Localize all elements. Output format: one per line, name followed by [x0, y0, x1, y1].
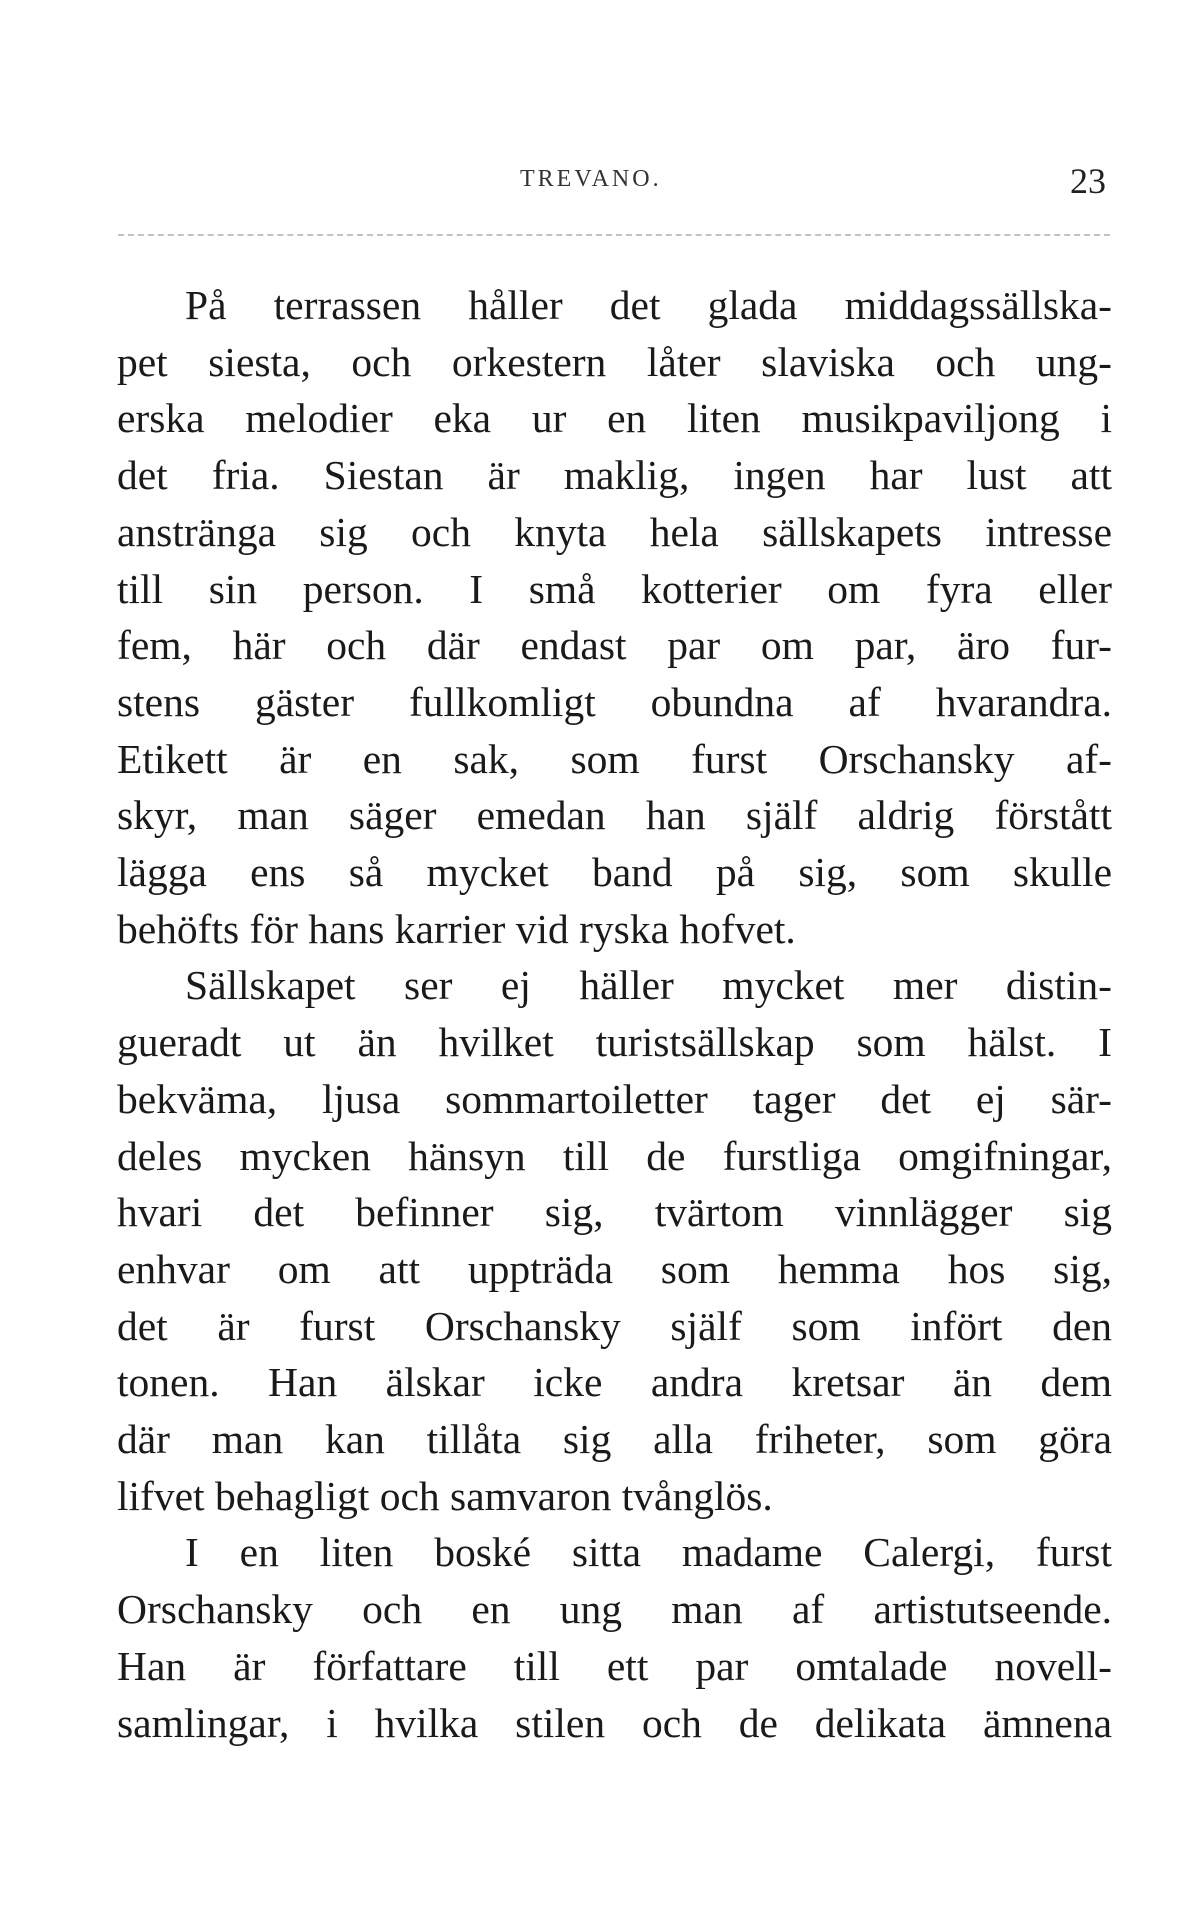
text-line: Sällskapet ser ej häller mycket mer distin- [185, 962, 1112, 1009]
text-line: det är furst Orschansky själf som infört den [117, 1302, 1112, 1349]
text-line: det fria. Siestan är maklig, ingen har lust att [117, 452, 1112, 499]
header-rule [118, 234, 1110, 236]
text-line: behöfts för hans karrier vid ryska hofvet. [117, 905, 796, 952]
text-line: där man kan tillåta sig alla friheter, som göra [117, 1416, 1112, 1463]
text-line: erska melodier eka ur en liten musikpaviljong i [117, 395, 1112, 442]
text-line: pet siesta, och orkestern låter slaviska och ung- [117, 338, 1112, 385]
text-line: enhvar om att uppträda som hemma hos sig, [117, 1245, 1112, 1292]
text-line: fem, här och där endast par om par, äro fur- [117, 622, 1112, 669]
text-line: Etikett är en sak, som furst Orschansky af- [117, 735, 1112, 782]
text-line: gueradt ut än hvilket turistsällskap som hälst. I [117, 1019, 1112, 1066]
text-line: skyr, man säger emedan han själf aldrig förstått [117, 792, 1112, 839]
text-line: lägga ens så mycket band på sig, som skulle [117, 849, 1112, 896]
text-line: Han är författare till ett par omtalade novell- [117, 1642, 1112, 1689]
text-line: tonen. Han älskar icke andra kretsar än dem [117, 1359, 1112, 1406]
text-line: anstränga sig och knyta hela sällskapets intresse [117, 508, 1112, 555]
text-line: lifvet behagligt och samvaron tvånglös. [117, 1472, 773, 1519]
text-line: bekväma, ljusa sommartoiletter tager det ej sär- [117, 1075, 1112, 1122]
text-line: På terrassen håller det glada middagssällska- [185, 282, 1112, 328]
text-line: I en liten boské sitta madame Calergi, furst [185, 1529, 1112, 1576]
text-line: samlingar, i hvilka stilen och de delikata ämnena [117, 1699, 1112, 1746]
running-title: TREVANO. [520, 166, 662, 192]
text-line: hvari det befinner sig, tvärtom vinnlägger sig [117, 1189, 1112, 1236]
text-line: till sin person. I små kotterier om fyra eller [117, 565, 1112, 612]
text-line: Orschansky och en ung man af artistutseende. [117, 1586, 1112, 1633]
text-line: deles mycken hänsyn till de furstliga omgifningar, [117, 1132, 1112, 1179]
text-line: stens gäster fullkomligt obundna af hvarandra. [117, 678, 1112, 725]
body-text [117, 277, 1112, 1751]
page-number: 23 [1070, 161, 1106, 201]
